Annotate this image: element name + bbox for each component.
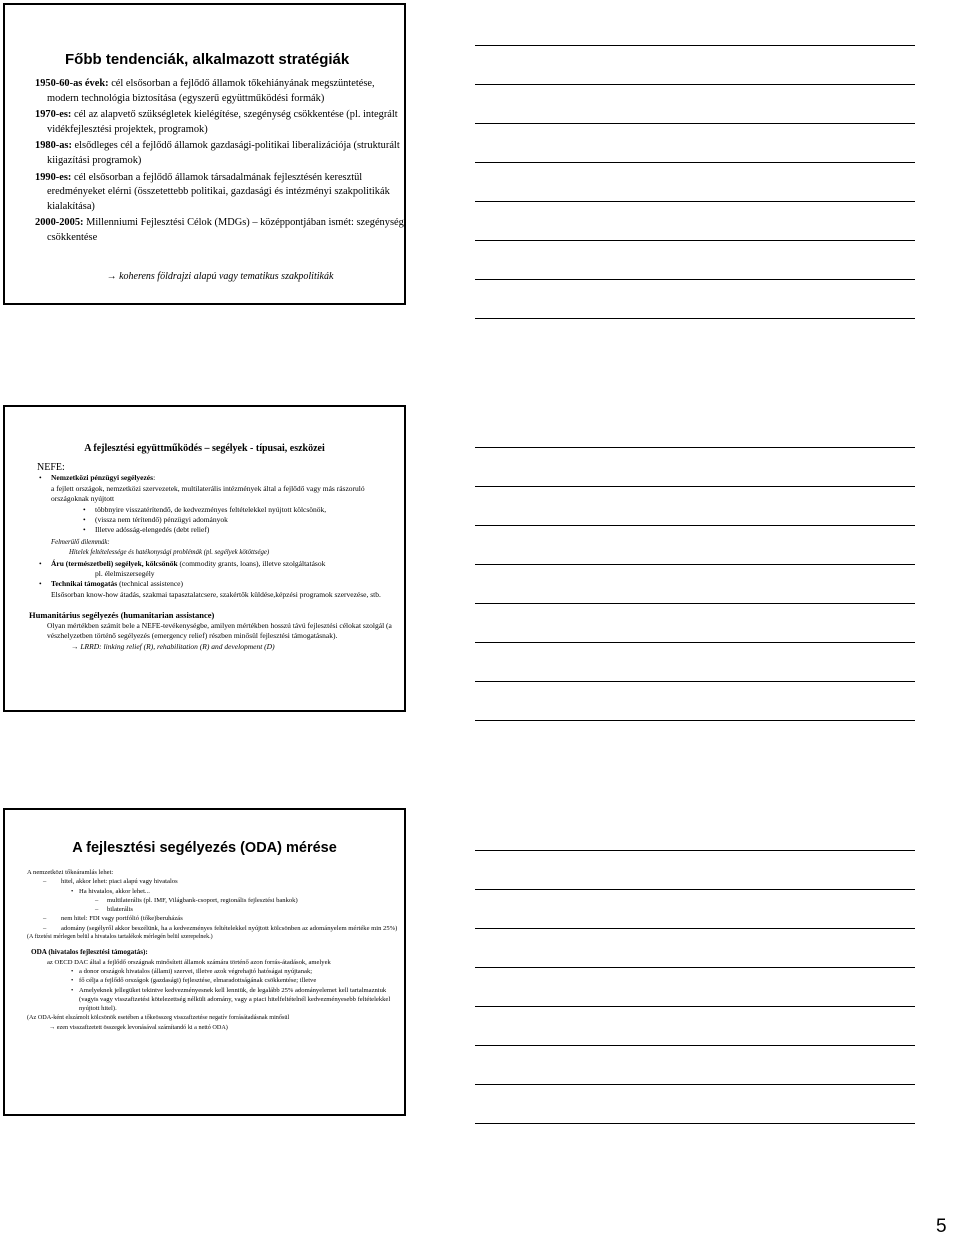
list-item: – nem hitel: FDI vagy portfólió (tőke)beruházás xyxy=(31,914,401,923)
bullet-desc: a fejlett országok, nemzetközi szervezetek, multilaterális intézmények által a fejlődő vagy más rászoruló országoknak nyújtott xyxy=(51,483,365,504)
list-item: – hitel, akkor lehet: piaci alapú vagy hivatalos xyxy=(31,877,401,886)
oda-bullet: • fő célja a fejlődő országok (gazdasági) fejlesztése, elmaradottságának csökkentése; illetve xyxy=(31,976,401,985)
slide-2 xyxy=(3,405,406,712)
bullet-desc: Elsősorban know-how átadás, szakmai tapasztalatcsere, szakértők küldése,képzési programok szervezése, stb. xyxy=(51,589,381,599)
arrow-icon: → xyxy=(49,1023,57,1031)
intro-text: A nemzetközi tőkeáramlás lehet: xyxy=(27,869,114,876)
slide-1 xyxy=(3,3,406,305)
bullet-item: • Nemzetközi pénzügyi segélyezés: xyxy=(39,473,399,483)
bullet-desc: pl. élelmiszersegély xyxy=(95,569,155,579)
list-item: • Ha hivatalos, akkor lehet... xyxy=(31,887,401,896)
humanitarian-title: Humanitárius segélyezés (humanitarian assistance) xyxy=(29,610,215,621)
oda-bullet: • Amelyeknek jellegüket tekintve kedvezményesnek kell lenniük, de legalább 25% adományelemet kell tartalmazniuk (vagyis vagy visszafizetési kötelezettség nélküli adomány, vagy a piaci hitelfeltételnél kedvezményesebb feltételekkel nyújtott hitel). xyxy=(31,986,401,1014)
note-text: (A fizetési mérlegen belül a hivatalos tartalékok mérlegén belül szerepelnek.) xyxy=(27,934,213,941)
timeline-item: 1970-es: cél az alapvető szükségletek kielégítése, szegénység csökkentése (pl. integrált vidékfejlesztési projektek, programok) xyxy=(35,109,398,135)
humanitarian-desc: Olyan mértékben számít bele a NEFE-tevékenységbe, amilyen mértékben hosszú távú fejlesztési célokat szolgál (a vészhelyzetben történő segélyezés (emergency relief) részben minősül fejlesztési támogatásnak). xyxy=(47,620,392,641)
footnote: (Az ODA-ként elszámolt kölcsönök esetében a tőkeösszeg visszafizetése negatív forrásátadásnak minősül xyxy=(27,1014,290,1022)
nefe-label: NEFE: xyxy=(37,462,65,473)
list-item: – adomány (segélyről akkor beszélünk, ha a kedvezményes feltételekkel nyújtott kölcsönben az adományelem mértéke min 25%) xyxy=(31,924,401,933)
list-item: – multilaterális (pl. IMF, Világbank-csoport, regionális fejlesztési bankok) xyxy=(31,896,401,905)
list-item: – bilaterális xyxy=(31,905,401,914)
slide-1-title: Főbb tendenciák, alkalmazott stratégiák xyxy=(65,51,350,68)
sub-bullet: • Illetve adósság-elengedés (debt relief) xyxy=(39,525,399,535)
lrrd-line: → LRRD: linking relief (R), rehabilitation (R) and development (D) xyxy=(71,641,275,651)
sub-bullet: • (vissza nem térítendő) pénzügyi adományok xyxy=(39,515,399,525)
slide-1-body xyxy=(35,77,405,286)
slide-2-title: A fejlesztési együttműködés – segélyek - típusai, eszközei xyxy=(84,443,325,454)
sub-bullet: • többnyire visszatérítendő, de kedvezményes feltételekkel nyújtott kölcsönök, xyxy=(39,505,399,515)
timeline-item: 1950-60-as évek: cél elsősorban a fejlődő államok tőkehiányának megszüntetése, modern technológia biztosítása (egyszerű együttműködési formák) xyxy=(35,78,375,104)
oda-desc: az OECD DAC által a fejlődő országnak minősített államok számára történő azon forrás-átadások, amelyek xyxy=(47,958,331,966)
oda-bullet: • a donor országok hivatalos (állami) szervei, illetve azok végrehajtó hatóságai nyújtanak; xyxy=(31,967,401,976)
timeline-item: 2000-2005: Millenniumi Fejlesztési Célok (MDGs) – középpontjában ismét: szegénység csökkentése xyxy=(35,217,404,243)
arrow-icon: → xyxy=(71,641,81,651)
timeline-item: 1980-as: elsődleges cél a fejlődő államok gazdasági-politikai liberalizációja (strukturált kiigazítási programok) xyxy=(35,140,400,166)
bullet-item: • Áru (természetbeli) segélyek, kölcsönök (commodity grants, loans), illetve szolgáltatások xyxy=(39,559,399,569)
timeline-item: 1990-es: cél elsősorban a fejlődő államok társadalmának fejlesztésén keresztül eredményeket elérni (összetettebb politikai, gazdasági és intézményi szakpolitikák kialakítása) xyxy=(35,171,390,212)
slide-1-footer: → koherens földrajzi alapú vagy tematikus szakpolitikák xyxy=(106,270,334,282)
oda-title: ODA (hivatalos fejlesztési támogatás): xyxy=(31,948,148,957)
slide-2-body xyxy=(29,462,399,652)
footnote-2: → ezen visszafizetett összegek levonásával számítandó ki a nettó ODA) xyxy=(49,1023,228,1031)
humanitarian-section xyxy=(29,610,399,652)
page-number: 5 xyxy=(936,1216,947,1237)
slide-3 xyxy=(3,808,406,1116)
slide-3-title: A fejlesztési segélyezés (ODA) mérése xyxy=(72,840,337,856)
slide-3-body xyxy=(27,868,401,1032)
dilemma-label: Felmerülő dilemmák: xyxy=(51,538,110,546)
bullet-item: • Technikai támogatás (technical assistence) xyxy=(39,579,399,589)
arrow-icon: → xyxy=(106,270,120,282)
dilemma-text: Hitelek feltételessége és hatékonysági problémák (pl. segélyek kötöttsége) xyxy=(69,549,270,557)
